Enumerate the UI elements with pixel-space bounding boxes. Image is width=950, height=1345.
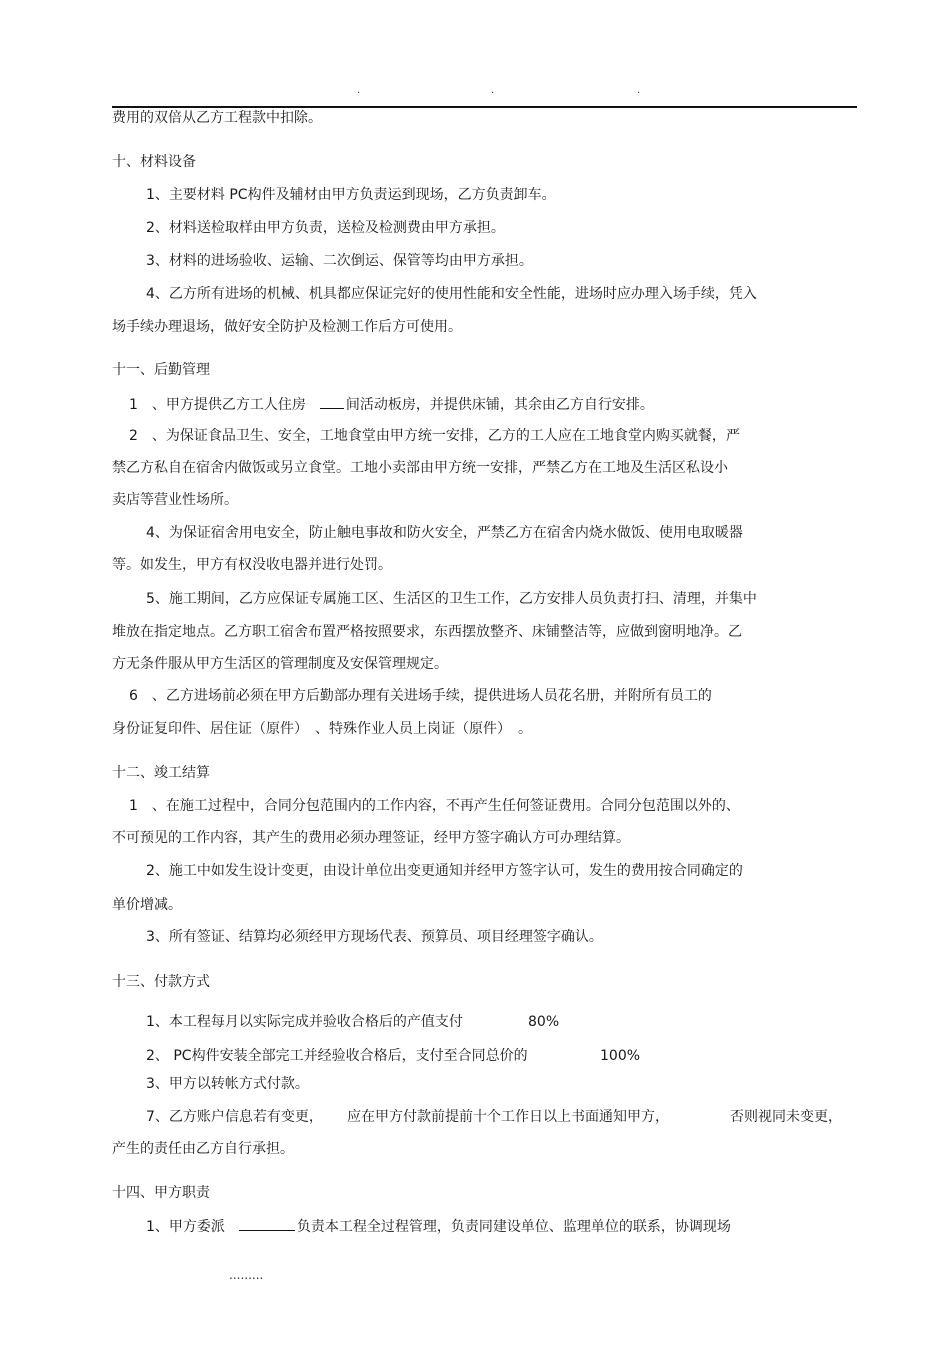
paragraph-line: 不可预见的工作内容，其产生的费用必须办理签证，经甲方签字确认方可办理结算。	[112, 830, 630, 846]
paragraph-line: 应在甲方付款前提前十个工作日以上书面通知甲方，	[347, 1109, 669, 1125]
paragraph-line: 3、材料的进场验收、运输、二次倒运、保管等均由甲方承担。	[146, 253, 533, 269]
paragraph-line: 1 、在施工过程中，合同分包范围内的工作内容，不再产生任何签证费用。合同分包范围以外的、	[129, 798, 740, 814]
paragraph-line: 身份证复印件、居住证（原件） 、特殊作业人员上岗证（原件） 。	[112, 721, 532, 737]
paragraph-line: 4、为保证宿舍用电安全，防止触电事故和防火安全，严禁乙方在宿舍内烧水做饭、使用电取暖器	[146, 525, 743, 541]
footer-dots: .........	[229, 1268, 264, 1282]
line-segment: 负责本工程全过程管理，负责同建设单位、监理单位的联系，协调现场	[296, 1219, 731, 1235]
paragraph-line: 5、施工期间，乙方应保证专属施工区、生活区的卫生工作，乙方安排人员负责打扫、清理，并集中	[146, 591, 757, 607]
section-heading-payment: 十三、付款方式	[112, 974, 210, 990]
paragraph-line	[129, 394, 654, 414]
paragraph-line: 堆放在指定地点。乙方职工宿舍布置严格按照要求，东西摆放整齐、床铺整洁等，应做到窗明地净。乙	[112, 624, 742, 640]
section-heading-settlement: 十二、竣工结算	[112, 765, 210, 781]
paragraph-line: 1、主要材料 PC构件及辅材由甲方负责运到现场，乙方负责卸车。	[146, 187, 556, 203]
header-dot-3: .	[637, 85, 641, 96]
paragraph-line: 否则视同未变更，	[730, 1109, 842, 1125]
paragraph-line: 方无条件服从甲方生活区的管理制度及安保管理规定。	[112, 656, 448, 672]
header-rule	[112, 106, 857, 108]
section-heading-materials: 十、材料设备	[112, 154, 196, 170]
paragraph-line: 2、 PC构件安装全部完工并经验收合格后，支付至合同总价的	[146, 1048, 528, 1064]
section-heading-logistics: 十一、后勤管理	[112, 362, 210, 378]
paragraph-value: 80%	[528, 1014, 560, 1030]
paragraph-line: 2、材料送检取样由甲方负责，送检及检测费由甲方承担。	[146, 220, 505, 236]
paragraph-line: 2 、为保证食品卫生、安全，工地食堂由甲方统一安排，乙方的工人应在工地食堂内购买就餐，严	[129, 428, 740, 444]
paragraph-value: 100%	[600, 1048, 641, 1064]
header-dot-1: .	[357, 85, 361, 96]
line-segment: 间活动板房，并提供床铺，其余由乙方自行安排。	[345, 397, 654, 413]
paragraph-line: 场手续办理退场，做好安全防护及检测工作后方可使用。	[112, 319, 462, 335]
paragraph-line: 2、施工中如发生设计变更，由设计单位出变更通知并经甲方签字认可，发生的费用按合同确定的	[146, 863, 743, 879]
section-heading-party-a: 十四、甲方职责	[112, 1185, 210, 1201]
paragraph-line: 产生的责任由乙方自行承担。	[112, 1141, 294, 1157]
paragraph-line: 6 、乙方进场前必须在甲方后勤部办理有关进场手续，提供进场人员花名册，并附所有员工的	[129, 688, 712, 704]
line-segment: 1 、甲方提供乙方工人住房	[129, 397, 306, 413]
header-dot-2: .	[491, 85, 495, 96]
fill-in-blank	[320, 394, 344, 409]
fill-in-blank	[239, 1216, 295, 1231]
paragraph-line: 单价增减。	[112, 897, 182, 913]
paragraph-line: 3、甲方以转帐方式付款。	[146, 1076, 309, 1092]
paragraph-line: 1、本工程每月以实际完成并验收合格后的产值支付	[146, 1014, 463, 1030]
paragraph-line	[146, 1216, 731, 1236]
paragraph-line: 费用的双倍从乙方工程款中扣除。	[112, 110, 322, 126]
paragraph-line: 禁乙方私自在宿舍内做饭或另立食堂。工地小卖部由甲方统一安排，严禁乙方在工地及生活区私设小	[112, 460, 728, 476]
paragraph-line: 4、乙方所有进场的机械、机具都应保证完好的使用性能和安全性能，进场时应办理入场手续，凭入	[146, 286, 757, 302]
paragraph-line: 卖店等营业性场所。	[112, 492, 238, 508]
paragraph-line: 等。如发生，甲方有权没收电器并进行处罚。	[112, 557, 392, 573]
line-segment: 1、甲方委派	[146, 1219, 225, 1235]
paragraph-line: 3、所有签证、结算均必须经甲方现场代表、预算员、项目经理签字确认。	[146, 929, 603, 945]
paragraph-line: 7、乙方账户信息若有变更，	[146, 1109, 323, 1125]
